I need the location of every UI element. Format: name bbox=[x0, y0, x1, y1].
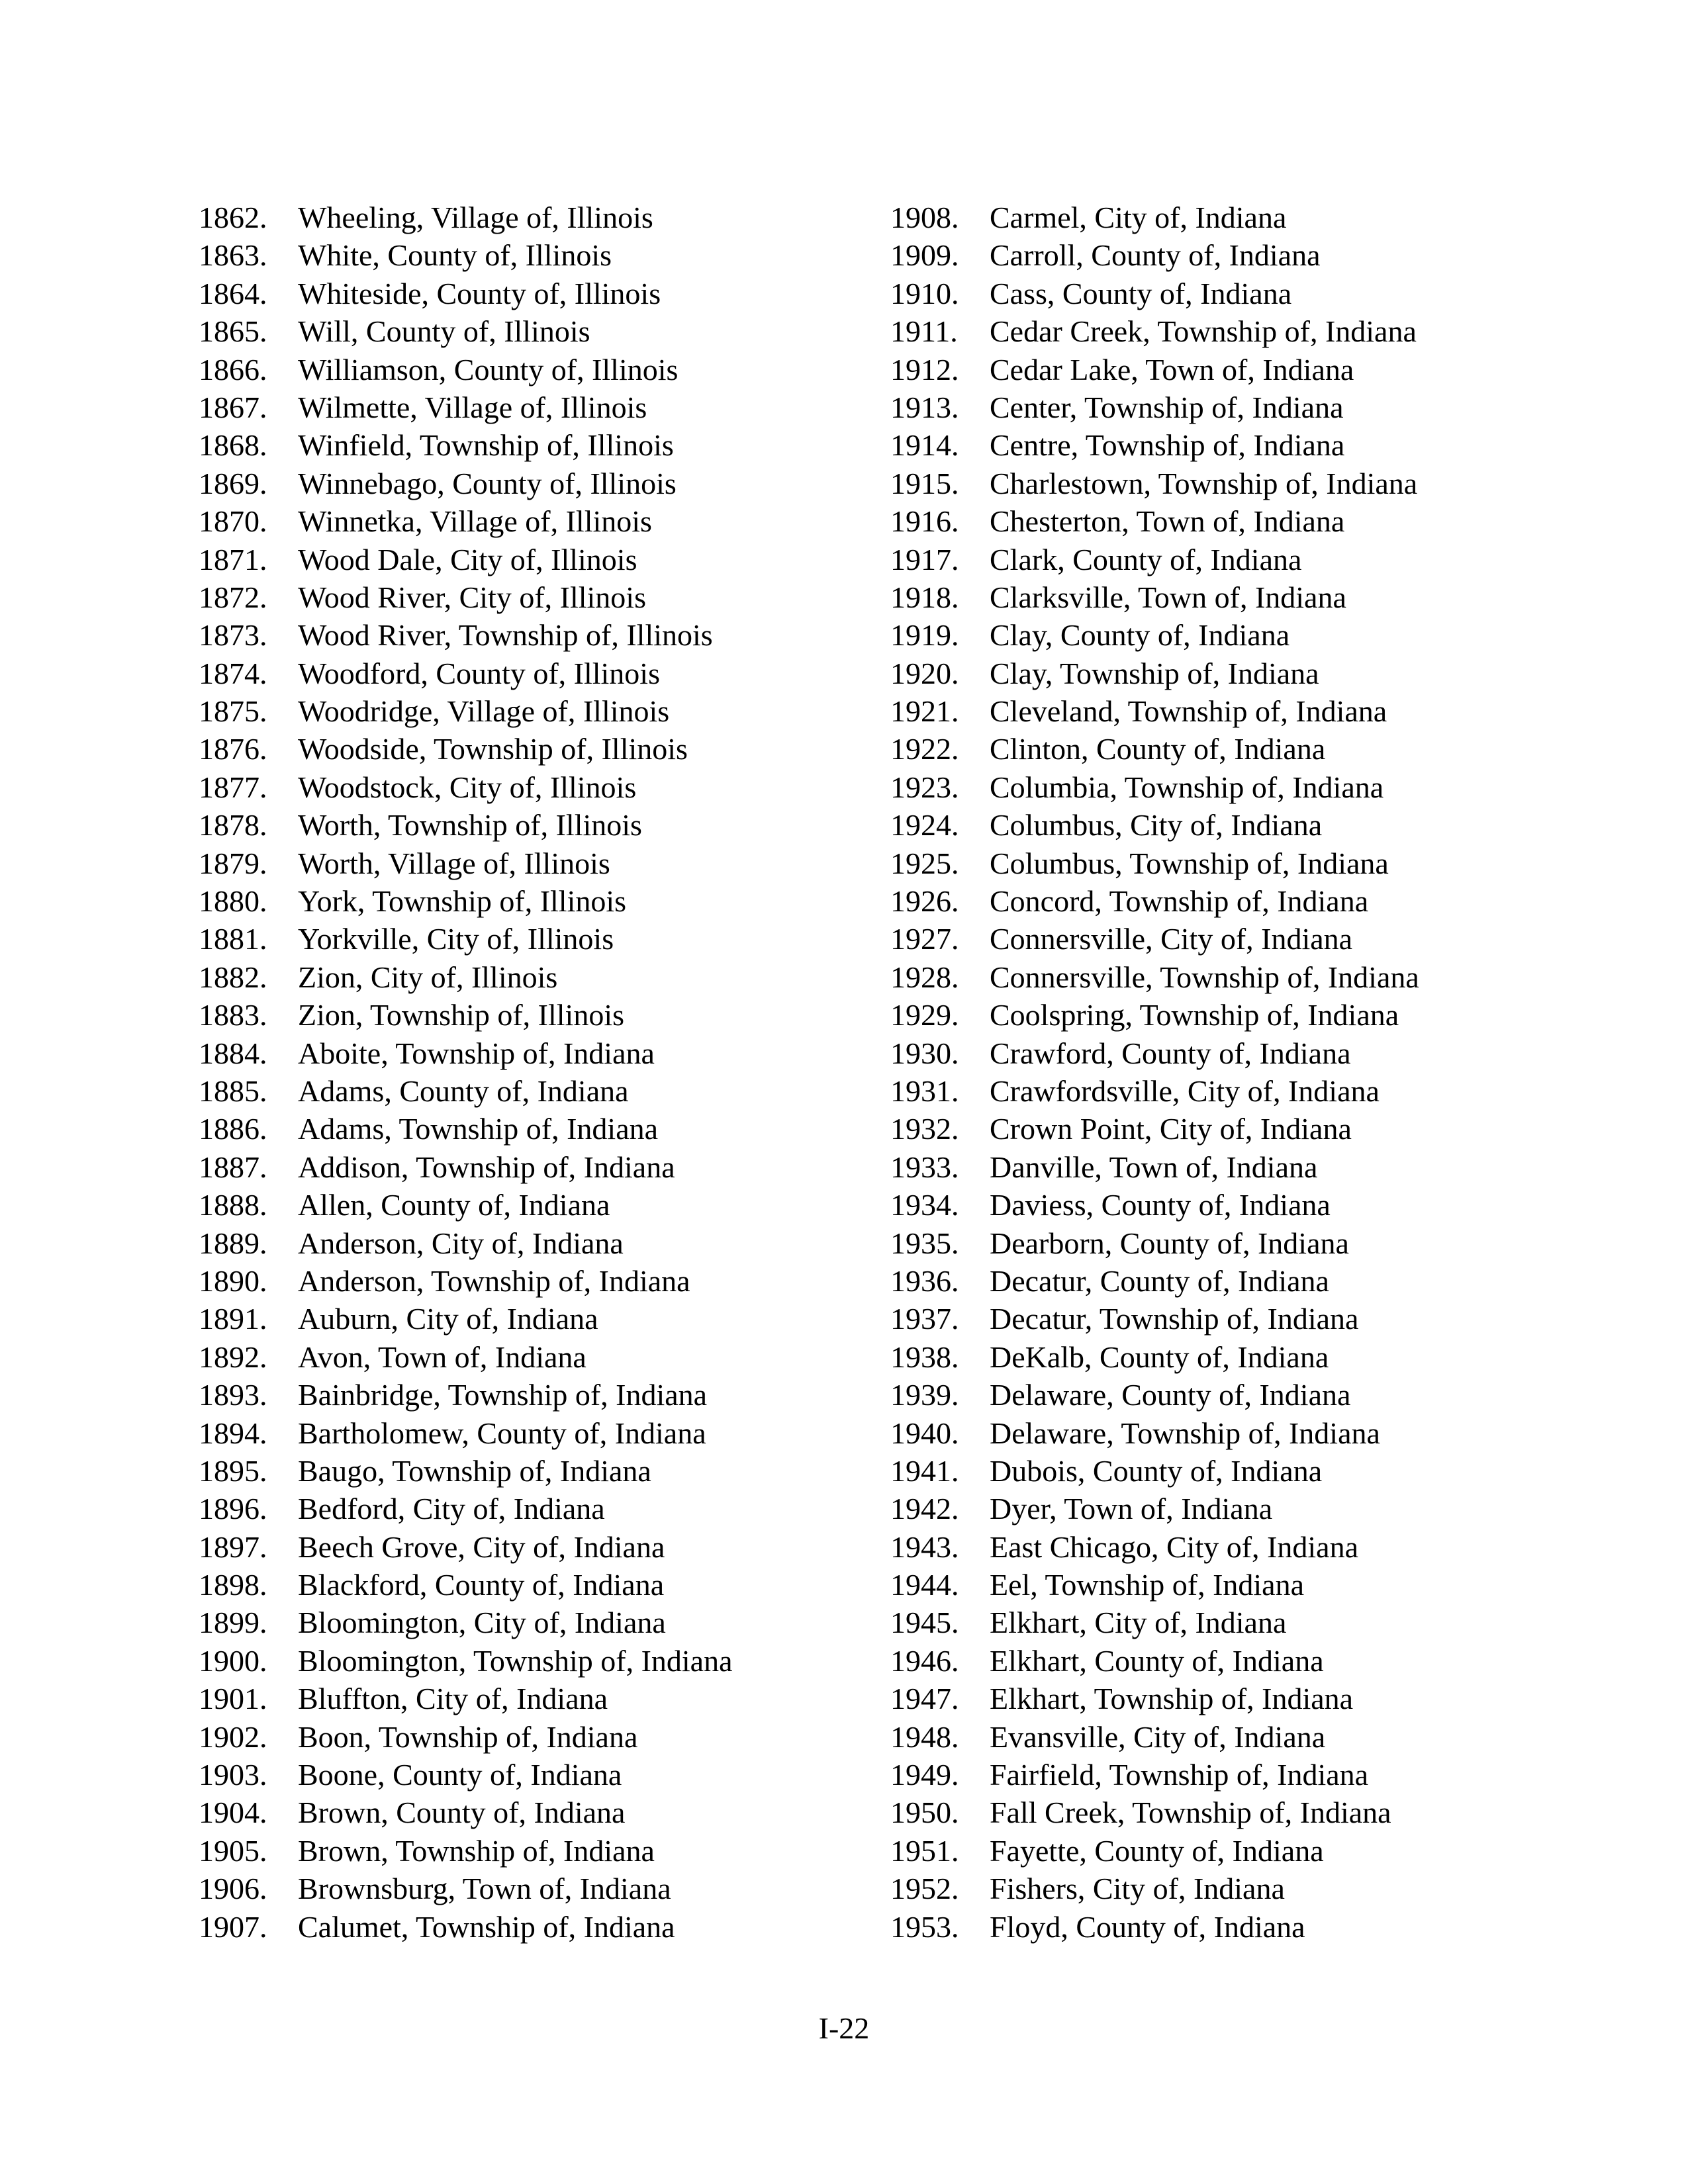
entry-name: Daviess, County of, Indiana bbox=[990, 1188, 1331, 1222]
entry-number: 1945. bbox=[890, 1606, 959, 1640]
entry-number: 1923. bbox=[890, 770, 959, 804]
list-item bbox=[890, 1376, 1559, 1414]
entry-name: Concord, Township of, Indiana bbox=[990, 884, 1369, 919]
entry-number: 1949. bbox=[890, 1758, 959, 1792]
entry-name: Delaware, Township of, Indiana bbox=[990, 1416, 1380, 1450]
entry-number: 1910. bbox=[890, 276, 959, 310]
list-item bbox=[890, 199, 1559, 236]
entry-name: Crawford, County of, Indiana bbox=[990, 1036, 1351, 1070]
list-item bbox=[890, 1870, 1559, 1907]
list-item bbox=[890, 1528, 1559, 1566]
entry-name: Allen, County of, Indiana bbox=[298, 1188, 610, 1222]
list-item bbox=[199, 1148, 867, 1186]
list-item bbox=[890, 1072, 1559, 1110]
entry-number: 1894. bbox=[199, 1416, 267, 1450]
entry-name: Blackford, County of, Indiana bbox=[298, 1568, 665, 1602]
entry-number: 1867. bbox=[199, 390, 267, 424]
list-item bbox=[199, 920, 867, 958]
list-item bbox=[199, 1072, 867, 1110]
entry-name: Zion, City of, Illinois bbox=[298, 960, 558, 994]
entry-number: 1890. bbox=[199, 1263, 267, 1298]
entry-name: Clarksville, Town of, Indiana bbox=[990, 580, 1346, 614]
entry-name: Brown, County of, Indiana bbox=[298, 1796, 626, 1830]
entry-number: 1919. bbox=[890, 618, 959, 653]
entry-name: Cass, County of, Indiana bbox=[990, 276, 1292, 310]
list-item bbox=[199, 351, 867, 388]
entry-name: Columbus, Township of, Indiana bbox=[990, 846, 1389, 880]
list-item bbox=[890, 844, 1559, 882]
entry-name: Coolspring, Township of, Indiana bbox=[990, 998, 1399, 1032]
list-item bbox=[890, 1642, 1559, 1680]
entry-number: 1863. bbox=[199, 238, 267, 273]
entry-number: 1902. bbox=[199, 1719, 267, 1754]
entry-name: Elkhart, County of, Indiana bbox=[990, 1643, 1324, 1678]
entry-name: Bedford, City of, Indiana bbox=[298, 1492, 605, 1526]
entry-number: 1889. bbox=[199, 1226, 267, 1260]
list-item bbox=[199, 502, 867, 540]
entry-name: Clay, County of, Indiana bbox=[990, 618, 1290, 653]
entry-name: Dearborn, County of, Indiana bbox=[990, 1226, 1349, 1260]
entry-number: 1895. bbox=[199, 1453, 267, 1488]
entry-number: 1904. bbox=[199, 1796, 267, 1830]
entry-number: 1901. bbox=[199, 1682, 267, 1716]
entry-name: Chesterton, Town of, Indiana bbox=[990, 504, 1345, 539]
list-item bbox=[199, 426, 867, 464]
entry-number: 1951. bbox=[890, 1833, 959, 1868]
entry-number: 1916. bbox=[890, 504, 959, 539]
list-item bbox=[890, 502, 1559, 540]
list-item bbox=[199, 1490, 867, 1527]
entry-number: 1937. bbox=[890, 1302, 959, 1336]
entry-number: 1887. bbox=[199, 1150, 267, 1184]
list-item bbox=[890, 996, 1559, 1034]
entry-number: 1913. bbox=[890, 390, 959, 424]
entry-number: 1884. bbox=[199, 1036, 267, 1070]
list-item bbox=[890, 1604, 1559, 1641]
list-item bbox=[199, 1110, 867, 1148]
entry-name: Cedar Creek, Township of, Indiana bbox=[990, 314, 1417, 349]
right-column-list bbox=[890, 199, 1559, 1946]
entry-number: 1917. bbox=[890, 542, 959, 576]
list-item bbox=[199, 1528, 867, 1566]
entry-name: Connersville, City of, Indiana bbox=[990, 922, 1353, 956]
entry-number: 1936. bbox=[890, 1263, 959, 1298]
entry-number: 1892. bbox=[199, 1340, 267, 1374]
list-item bbox=[890, 275, 1559, 312]
entry-name: East Chicago, City of, Indiana bbox=[990, 1529, 1358, 1564]
entry-name: Evansville, City of, Indiana bbox=[990, 1719, 1326, 1754]
entry-name: Wheeling, Village of, Illinois bbox=[298, 201, 653, 234]
entry-number: 1953. bbox=[890, 1909, 959, 1944]
entry-number: 1947. bbox=[890, 1682, 959, 1716]
entry-number: 1935. bbox=[890, 1226, 959, 1260]
entry-number: 1933. bbox=[890, 1150, 959, 1184]
entry-number: 1946. bbox=[890, 1643, 959, 1678]
entry-name: Cleveland, Township of, Indiana bbox=[990, 694, 1387, 729]
entry-name: Anderson, City of, Indiana bbox=[298, 1226, 624, 1260]
list-item bbox=[890, 1794, 1559, 1831]
entry-number: 1872. bbox=[199, 580, 267, 614]
entry-name: York, Township of, Illinois bbox=[298, 884, 627, 919]
entry-number: 1940. bbox=[890, 1416, 959, 1450]
list-item bbox=[890, 541, 1559, 578]
entry-number: 1875. bbox=[199, 694, 267, 729]
entry-number: 1918. bbox=[890, 580, 959, 614]
entry-name: Clark, County of, Indiana bbox=[990, 542, 1302, 576]
entry-number: 1877. bbox=[199, 770, 267, 804]
entry-number: 1885. bbox=[199, 1073, 267, 1108]
entry-number: 1878. bbox=[199, 808, 267, 842]
list-item bbox=[199, 1414, 867, 1452]
entry-name: Carmel, City of, Indiana bbox=[990, 201, 1287, 234]
list-item bbox=[199, 1870, 867, 1907]
entry-number: 1907. bbox=[199, 1909, 267, 1944]
entry-name: Bainbridge, Township of, Indiana bbox=[298, 1378, 708, 1412]
list-item bbox=[199, 1262, 867, 1300]
list-item bbox=[890, 806, 1559, 844]
entry-number: 1897. bbox=[199, 1529, 267, 1564]
entry-name: Cedar Lake, Town of, Indiana bbox=[990, 352, 1354, 387]
entry-name: Bluffton, City of, Indiana bbox=[298, 1682, 608, 1716]
entry-name: Danville, Town of, Indiana bbox=[990, 1150, 1318, 1184]
list-item bbox=[199, 1338, 867, 1376]
entry-number: 1941. bbox=[890, 1453, 959, 1488]
entry-name: Calumet, Township of, Indiana bbox=[298, 1909, 675, 1944]
entry-name: Wood River, City of, Illinois bbox=[298, 580, 646, 614]
entry-number: 1886. bbox=[199, 1112, 267, 1146]
entry-number: 1865. bbox=[199, 314, 267, 349]
entry-name: Wood River, Township of, Illinois bbox=[298, 618, 713, 653]
entry-number: 1928. bbox=[890, 960, 959, 994]
entry-number: 1922. bbox=[890, 732, 959, 766]
entry-number: 1929. bbox=[890, 998, 959, 1032]
list-item bbox=[199, 655, 867, 692]
list-item bbox=[890, 958, 1559, 996]
list-item bbox=[890, 882, 1559, 920]
entry-number: 1876. bbox=[199, 732, 267, 766]
entry-name: Whiteside, County of, Illinois bbox=[298, 276, 661, 310]
entry-number: 1893. bbox=[199, 1378, 267, 1412]
list-item bbox=[890, 692, 1559, 730]
entry-number: 1874. bbox=[199, 656, 267, 690]
entry-number: 1871. bbox=[199, 542, 267, 576]
entry-number: 1911. bbox=[890, 314, 958, 349]
entry-name: Elkhart, Township of, Indiana bbox=[990, 1682, 1354, 1716]
entry-name: Woodstock, City of, Illinois bbox=[298, 770, 637, 804]
list-item bbox=[890, 1110, 1559, 1148]
entry-name: Fairfield, Township of, Indiana bbox=[990, 1758, 1369, 1792]
list-item bbox=[890, 1832, 1559, 1870]
list-item bbox=[199, 1376, 867, 1414]
list-item bbox=[890, 236, 1559, 274]
entry-name: Woodside, Township of, Illinois bbox=[298, 732, 688, 766]
list-item bbox=[199, 996, 867, 1034]
list-item bbox=[199, 692, 867, 730]
list-item bbox=[890, 768, 1559, 806]
entry-number: 1927. bbox=[890, 922, 959, 956]
entry-name: Wilmette, Village of, Illinois bbox=[298, 390, 647, 424]
list-item bbox=[199, 616, 867, 654]
list-item bbox=[199, 199, 867, 236]
list-item bbox=[890, 1452, 1559, 1490]
entry-name: Crown Point, City of, Indiana bbox=[990, 1112, 1352, 1146]
entry-number: 1906. bbox=[199, 1872, 267, 1906]
entry-number: 1920. bbox=[890, 656, 959, 690]
entry-number: 1921. bbox=[890, 694, 959, 729]
list-item bbox=[199, 1034, 867, 1072]
entry-number: 1869. bbox=[199, 466, 267, 500]
entry-number: 1930. bbox=[890, 1036, 959, 1070]
list-item bbox=[199, 312, 867, 350]
entry-name: Brown, Township of, Indiana bbox=[298, 1833, 655, 1868]
page-number: I-22 bbox=[818, 2011, 870, 2045]
entry-number: 1866. bbox=[199, 352, 267, 387]
list-item bbox=[199, 1718, 867, 1756]
entry-name: Charlestown, Township of, Indiana bbox=[990, 466, 1418, 500]
entry-number: 1900. bbox=[199, 1643, 267, 1678]
entry-number: 1942. bbox=[890, 1492, 959, 1526]
list-item bbox=[890, 1566, 1559, 1604]
entry-number: 1883. bbox=[199, 998, 267, 1032]
entry-name: White, County of, Illinois bbox=[298, 238, 612, 273]
entry-name: Addison, Township of, Indiana bbox=[298, 1150, 675, 1184]
entry-name: Woodford, County of, Illinois bbox=[298, 656, 660, 690]
entry-name: Yorkville, City of, Illinois bbox=[298, 922, 614, 956]
list-item bbox=[199, 882, 867, 920]
list-item bbox=[199, 1452, 867, 1490]
entry-number: 1898. bbox=[199, 1568, 267, 1602]
entry-number: 1891. bbox=[199, 1302, 267, 1336]
entry-number: 1944. bbox=[890, 1568, 959, 1602]
entry-name: Crawfordsville, City of, Indiana bbox=[990, 1073, 1380, 1108]
entry-name: Bartholomew, County of, Indiana bbox=[298, 1416, 706, 1450]
list-item bbox=[890, 351, 1559, 388]
entry-number: 1879. bbox=[199, 846, 267, 880]
entry-name: Delaware, County of, Indiana bbox=[990, 1378, 1351, 1412]
list-item bbox=[199, 1300, 867, 1338]
entry-number: 1905. bbox=[199, 1833, 267, 1868]
list-item bbox=[199, 844, 867, 882]
entry-name: Brownsburg, Town of, Indiana bbox=[298, 1872, 671, 1906]
entry-name: Wood Dale, City of, Illinois bbox=[298, 542, 637, 576]
entry-number: 1912. bbox=[890, 352, 959, 387]
entry-name: Avon, Town of, Indiana bbox=[298, 1340, 586, 1374]
list-item bbox=[890, 426, 1559, 464]
entry-name: Winnetka, Village of, Illinois bbox=[298, 504, 652, 539]
entry-name: Boon, Township of, Indiana bbox=[298, 1719, 638, 1754]
list-item bbox=[890, 616, 1559, 654]
list-item bbox=[890, 1300, 1559, 1338]
list-item bbox=[890, 578, 1559, 616]
list-item bbox=[890, 1680, 1559, 1717]
entry-name: Columbus, City of, Indiana bbox=[990, 808, 1323, 842]
entry-name: Woodridge, Village of, Illinois bbox=[298, 694, 670, 729]
list-item bbox=[199, 275, 867, 312]
entry-name: Floyd, County of, Indiana bbox=[990, 1909, 1305, 1944]
entry-name: Aboite, Township of, Indiana bbox=[298, 1036, 655, 1070]
list-item bbox=[199, 1186, 867, 1224]
entry-number: 1868. bbox=[199, 428, 267, 463]
list-item bbox=[199, 578, 867, 616]
entry-name: Fishers, City of, Indiana bbox=[990, 1872, 1285, 1906]
list-item bbox=[199, 730, 867, 768]
entry-name: Center, Township of, Indiana bbox=[990, 390, 1344, 424]
entry-number: 1870. bbox=[199, 504, 267, 539]
list-item bbox=[199, 1794, 867, 1831]
entry-name: Winnebago, County of, Illinois bbox=[298, 466, 677, 500]
entry-name: Adams, Township of, Indiana bbox=[298, 1112, 659, 1146]
entry-number: 1908. bbox=[890, 201, 959, 234]
entry-name: Clay, Township of, Indiana bbox=[990, 656, 1319, 690]
list-item bbox=[890, 1490, 1559, 1527]
list-item bbox=[890, 465, 1559, 502]
entry-name: Auburn, City of, Indiana bbox=[298, 1302, 598, 1336]
entry-number: 1938. bbox=[890, 1340, 959, 1374]
entry-number: 1924. bbox=[890, 808, 959, 842]
list-item bbox=[199, 1224, 867, 1262]
list-item bbox=[199, 1604, 867, 1641]
entry-name: Worth, Township of, Illinois bbox=[298, 808, 642, 842]
entry-number: 1903. bbox=[199, 1758, 267, 1792]
entry-number: 1926. bbox=[890, 884, 959, 919]
list-item bbox=[890, 1338, 1559, 1376]
entry-name: Connersville, Township of, Indiana bbox=[990, 960, 1419, 994]
entry-name: Boone, County of, Indiana bbox=[298, 1758, 622, 1792]
list-item bbox=[890, 1414, 1559, 1452]
entry-name: Fall Creek, Township of, Indiana bbox=[990, 1796, 1391, 1830]
entry-name: Elkhart, City of, Indiana bbox=[990, 1606, 1287, 1640]
entry-number: 1931. bbox=[890, 1073, 959, 1108]
list-item bbox=[199, 1756, 867, 1794]
entry-name: Dyer, Town of, Indiana bbox=[990, 1492, 1273, 1526]
entry-name: Bloomington, Township of, Indiana bbox=[298, 1643, 733, 1678]
entry-number: 1881. bbox=[199, 922, 267, 956]
list-item bbox=[890, 655, 1559, 692]
entry-number: 1888. bbox=[199, 1188, 267, 1222]
entry-number: 1909. bbox=[890, 238, 959, 273]
list-item bbox=[890, 1224, 1559, 1262]
entry-name: Fayette, County of, Indiana bbox=[990, 1833, 1324, 1868]
entry-name: Beech Grove, City of, Indiana bbox=[298, 1529, 665, 1564]
entry-name: Zion, Township of, Illinois bbox=[298, 998, 624, 1032]
entry-name: Decatur, County of, Indiana bbox=[990, 1263, 1329, 1298]
entry-name: Anderson, Township of, Indiana bbox=[298, 1263, 690, 1298]
list-item bbox=[199, 768, 867, 806]
list-item bbox=[199, 806, 867, 844]
left-column-list bbox=[199, 199, 867, 1946]
entry-number: 1899. bbox=[199, 1606, 267, 1640]
entry-number: 1950. bbox=[890, 1796, 959, 1830]
list-item bbox=[199, 236, 867, 274]
list-item bbox=[199, 1642, 867, 1680]
list-item bbox=[890, 920, 1559, 958]
list-item bbox=[890, 1756, 1559, 1794]
entry-name: Carroll, County of, Indiana bbox=[990, 238, 1321, 273]
list-item bbox=[199, 958, 867, 996]
entry-name: Decatur, Township of, Indiana bbox=[990, 1302, 1359, 1336]
list-item bbox=[890, 1908, 1559, 1946]
entry-name: Columbia, Township of, Indiana bbox=[990, 770, 1384, 804]
entry-number: 1943. bbox=[890, 1529, 959, 1564]
entry-number: 1880. bbox=[199, 884, 267, 919]
entry-number: 1934. bbox=[890, 1188, 959, 1222]
entry-number: 1873. bbox=[199, 618, 267, 653]
entry-number: 1939. bbox=[890, 1378, 959, 1412]
list-item bbox=[890, 388, 1559, 426]
entry-number: 1896. bbox=[199, 1492, 267, 1526]
list-item bbox=[890, 1262, 1559, 1300]
list-item bbox=[199, 1832, 867, 1870]
entry-name: Williamson, County of, Illinois bbox=[298, 352, 679, 387]
entry-number: 1882. bbox=[199, 960, 267, 994]
entry-name: Baugo, Township of, Indiana bbox=[298, 1453, 651, 1488]
list-item bbox=[199, 388, 867, 426]
list-item bbox=[199, 541, 867, 578]
entry-name: Winfield, Township of, Illinois bbox=[298, 428, 674, 463]
entry-number: 1952. bbox=[890, 1872, 959, 1906]
list-item bbox=[199, 1908, 867, 1946]
entry-name: DeKalb, County of, Indiana bbox=[990, 1340, 1329, 1374]
entry-number: 1864. bbox=[199, 276, 267, 310]
list-item bbox=[890, 1034, 1559, 1072]
list-item bbox=[890, 1148, 1559, 1186]
entry-name: Centre, Township of, Indiana bbox=[990, 428, 1345, 463]
entry-number: 1915. bbox=[890, 466, 959, 500]
list-item bbox=[890, 312, 1559, 350]
entry-name: Eel, Township of, Indiana bbox=[990, 1568, 1305, 1602]
entry-number: 1948. bbox=[890, 1719, 959, 1754]
list-item bbox=[890, 1186, 1559, 1224]
entry-name: Worth, Village of, Illinois bbox=[298, 846, 610, 880]
list-item bbox=[199, 465, 867, 502]
entry-name: Bloomington, City of, Indiana bbox=[298, 1606, 666, 1640]
entry-name: Adams, County of, Indiana bbox=[298, 1073, 629, 1108]
list-item bbox=[199, 1680, 867, 1717]
entry-number: 1914. bbox=[890, 428, 959, 463]
entry-number: 1862. bbox=[199, 201, 267, 234]
list-item bbox=[890, 730, 1559, 768]
entry-name: Dubois, County of, Indiana bbox=[990, 1453, 1323, 1488]
list-item bbox=[199, 1566, 867, 1604]
entry-number: 1932. bbox=[890, 1112, 959, 1146]
entry-name: Will, County of, Illinois bbox=[298, 314, 590, 349]
list-item bbox=[890, 1718, 1559, 1756]
entry-number: 1925. bbox=[890, 846, 959, 880]
entry-name: Clinton, County of, Indiana bbox=[990, 732, 1326, 766]
